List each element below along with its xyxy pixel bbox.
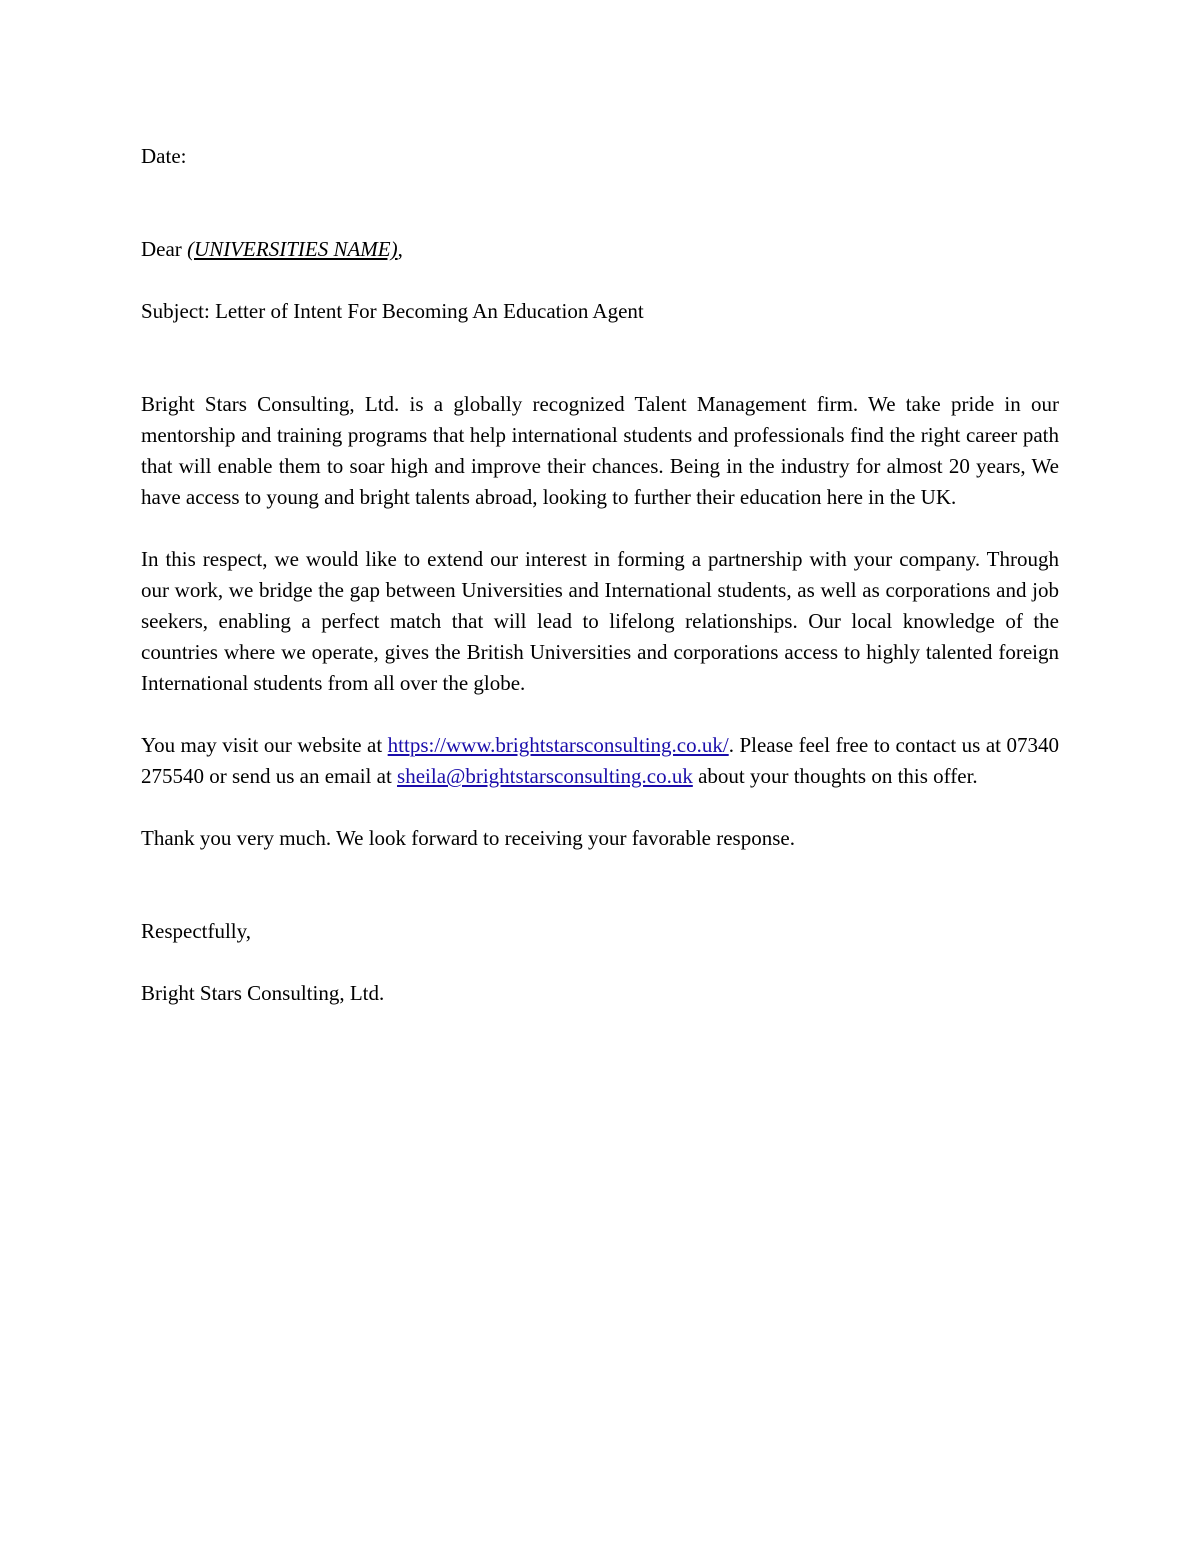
subject-line: Subject: Letter of Intent For Becoming An Education Agent: [141, 299, 644, 323]
closing-line: Respectfully,: [141, 919, 252, 943]
date-line: [141, 141, 1059, 172]
signature-line: Bright Stars Consulting, Ltd.: [141, 981, 385, 1005]
salutation-suffix: ,: [397, 237, 403, 261]
contact-text-2: . Please feel free to contact us at 07340 275540 or send us an email at: [141, 733, 1059, 788]
salutation-prefix: Dear: [141, 237, 188, 261]
salutation-line: [141, 234, 1059, 265]
paragraph-contact: [141, 730, 1059, 792]
paragraph-intro: Bright Stars Consulting, Ltd. is a globally recognized Talent Management firm. We take pride in our mentorship and training programs that help international students and professionals find the right career path that will enable them to soar high and improve their chances. Being in the industry for almost 20 years, We have access to young and bright talents abroad, looking to further their education here in the UK.: [141, 392, 1059, 509]
email-link[interactable]: sheila@brightstarsconsulting.co.uk: [397, 764, 693, 788]
contact-text-3: about your thoughts on this offer.: [692, 764, 978, 788]
paragraph-partnership: In this respect, we would like to extend our interest in forming a partnership with your company. Through our work, we bridge the gap between Universities and International students, as well as corporations and job seekers, enabling a perfect match that will lead to lifelong relationships. Our local knowledge of the countries where we operate, gives the British Universities and corporations access to highly talented foreign International students from all over the globe.: [141, 547, 1059, 695]
letter-body: [141, 141, 1059, 1009]
paragraph-thanks: Thank you very much. We look forward to receiving your favorable response.: [141, 826, 795, 850]
contact-text-1: You may visit our website at: [141, 733, 388, 757]
date-label: Date:: [141, 144, 187, 168]
recipient-placeholder: (UNIVERSITIES NAME): [187, 237, 398, 261]
website-link[interactable]: https://www.brightstarsconsulting.co.uk/: [387, 733, 729, 757]
